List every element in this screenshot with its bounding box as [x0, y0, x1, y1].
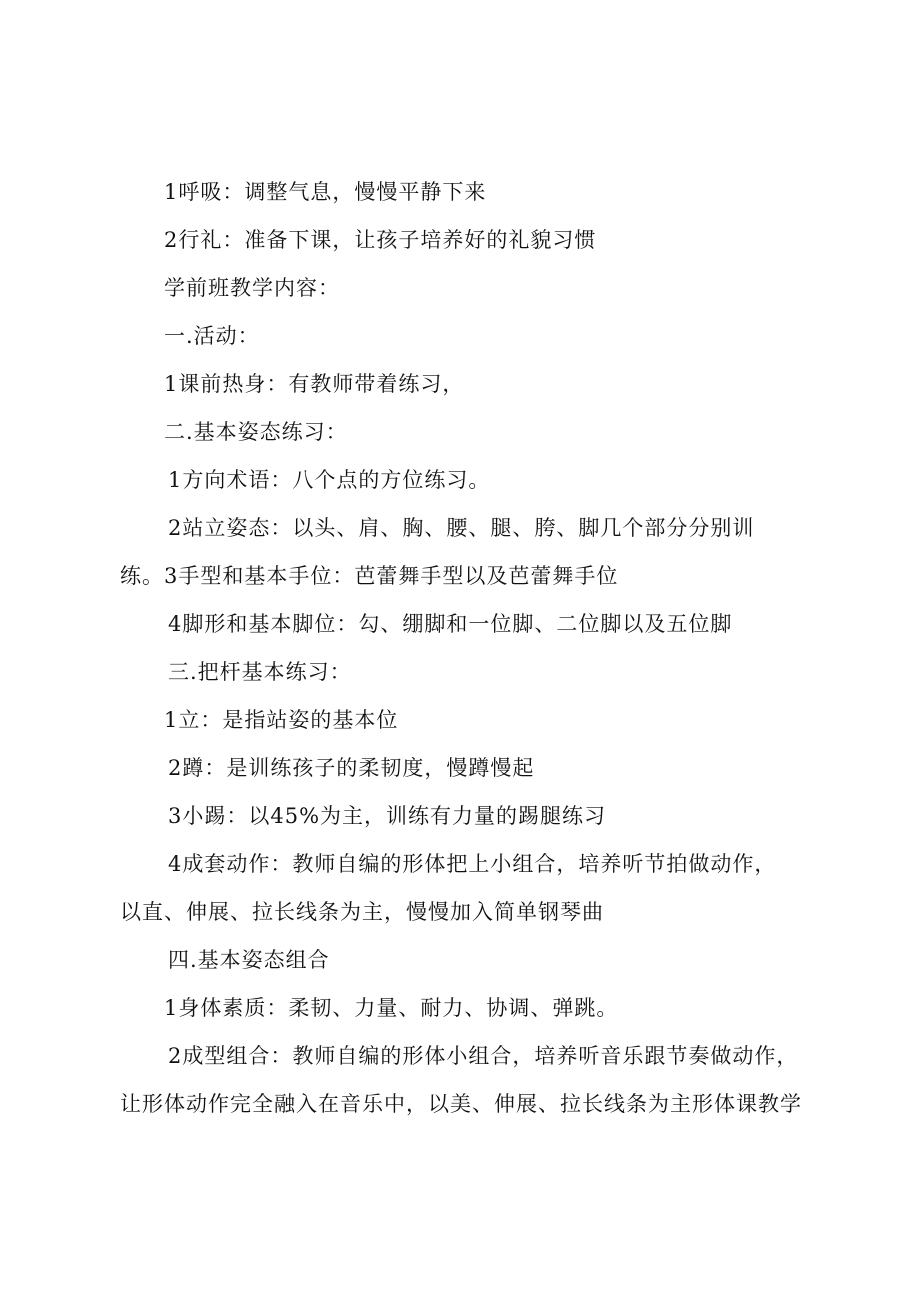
- text-line-1: 1呼吸：调整气息，慢慢平静下来: [164, 180, 487, 204]
- text-line-18: 1身体素质：柔韧、力量、耐力、协调、弹跳。: [164, 996, 619, 1020]
- text-line-9: 练。3手型和基本手位：芭蕾舞手型以及芭蕾舞手位: [120, 564, 619, 588]
- section-heading-3: 三.把杆基本练习：: [168, 660, 352, 684]
- text-line-7: 1方向术语：八个点的方位练习。: [168, 468, 491, 492]
- text-line-16: 以直、伸展、拉长线条为主，慢慢加入简单钢琴曲: [120, 900, 604, 924]
- text-line-3: 学前班教学内容：: [164, 276, 340, 300]
- text-line-20: 让形体动作完全融入在音乐中，以美、伸展、拉长线条为主形体课教学: [120, 1092, 802, 1116]
- section-heading-2: 二.基本姿态练习：: [164, 420, 348, 444]
- text-line-13: 2蹲：是训练孩子的柔韧度，慢蹲慢起: [168, 756, 535, 780]
- text-line-8: 2站立姿态：以头、肩、胸、腰、腿、胯、脚几个部分分别训: [168, 516, 755, 540]
- text-line-5: 1课前热身：有教师带着练习，: [164, 372, 465, 396]
- section-heading-4: 四.基本姿态组合: [168, 948, 330, 972]
- text-line-19: 2成型组合：教师自编的形体小组合，培养听音乐跟节奏做动作，: [168, 1044, 799, 1068]
- section-heading-1: 一.活动：: [164, 324, 260, 348]
- text-line-12: 1立：是指站姿的基本位: [164, 708, 399, 732]
- document-body: [120, 168, 840, 1128]
- text-line-14: 3小踢：以45%为主，训练有力量的踢腿练习: [168, 804, 607, 828]
- text-line-10: 4脚形和基本脚位：勾、绷脚和一位脚、二位脚以及五位脚: [168, 612, 733, 636]
- text-line-15: 4成套动作：教师自编的形体把上小组合，培养听节拍做动作，: [168, 852, 777, 876]
- text-line-2: 2行礼：准备下课，让孩子培养好的礼貌习惯: [164, 228, 597, 252]
